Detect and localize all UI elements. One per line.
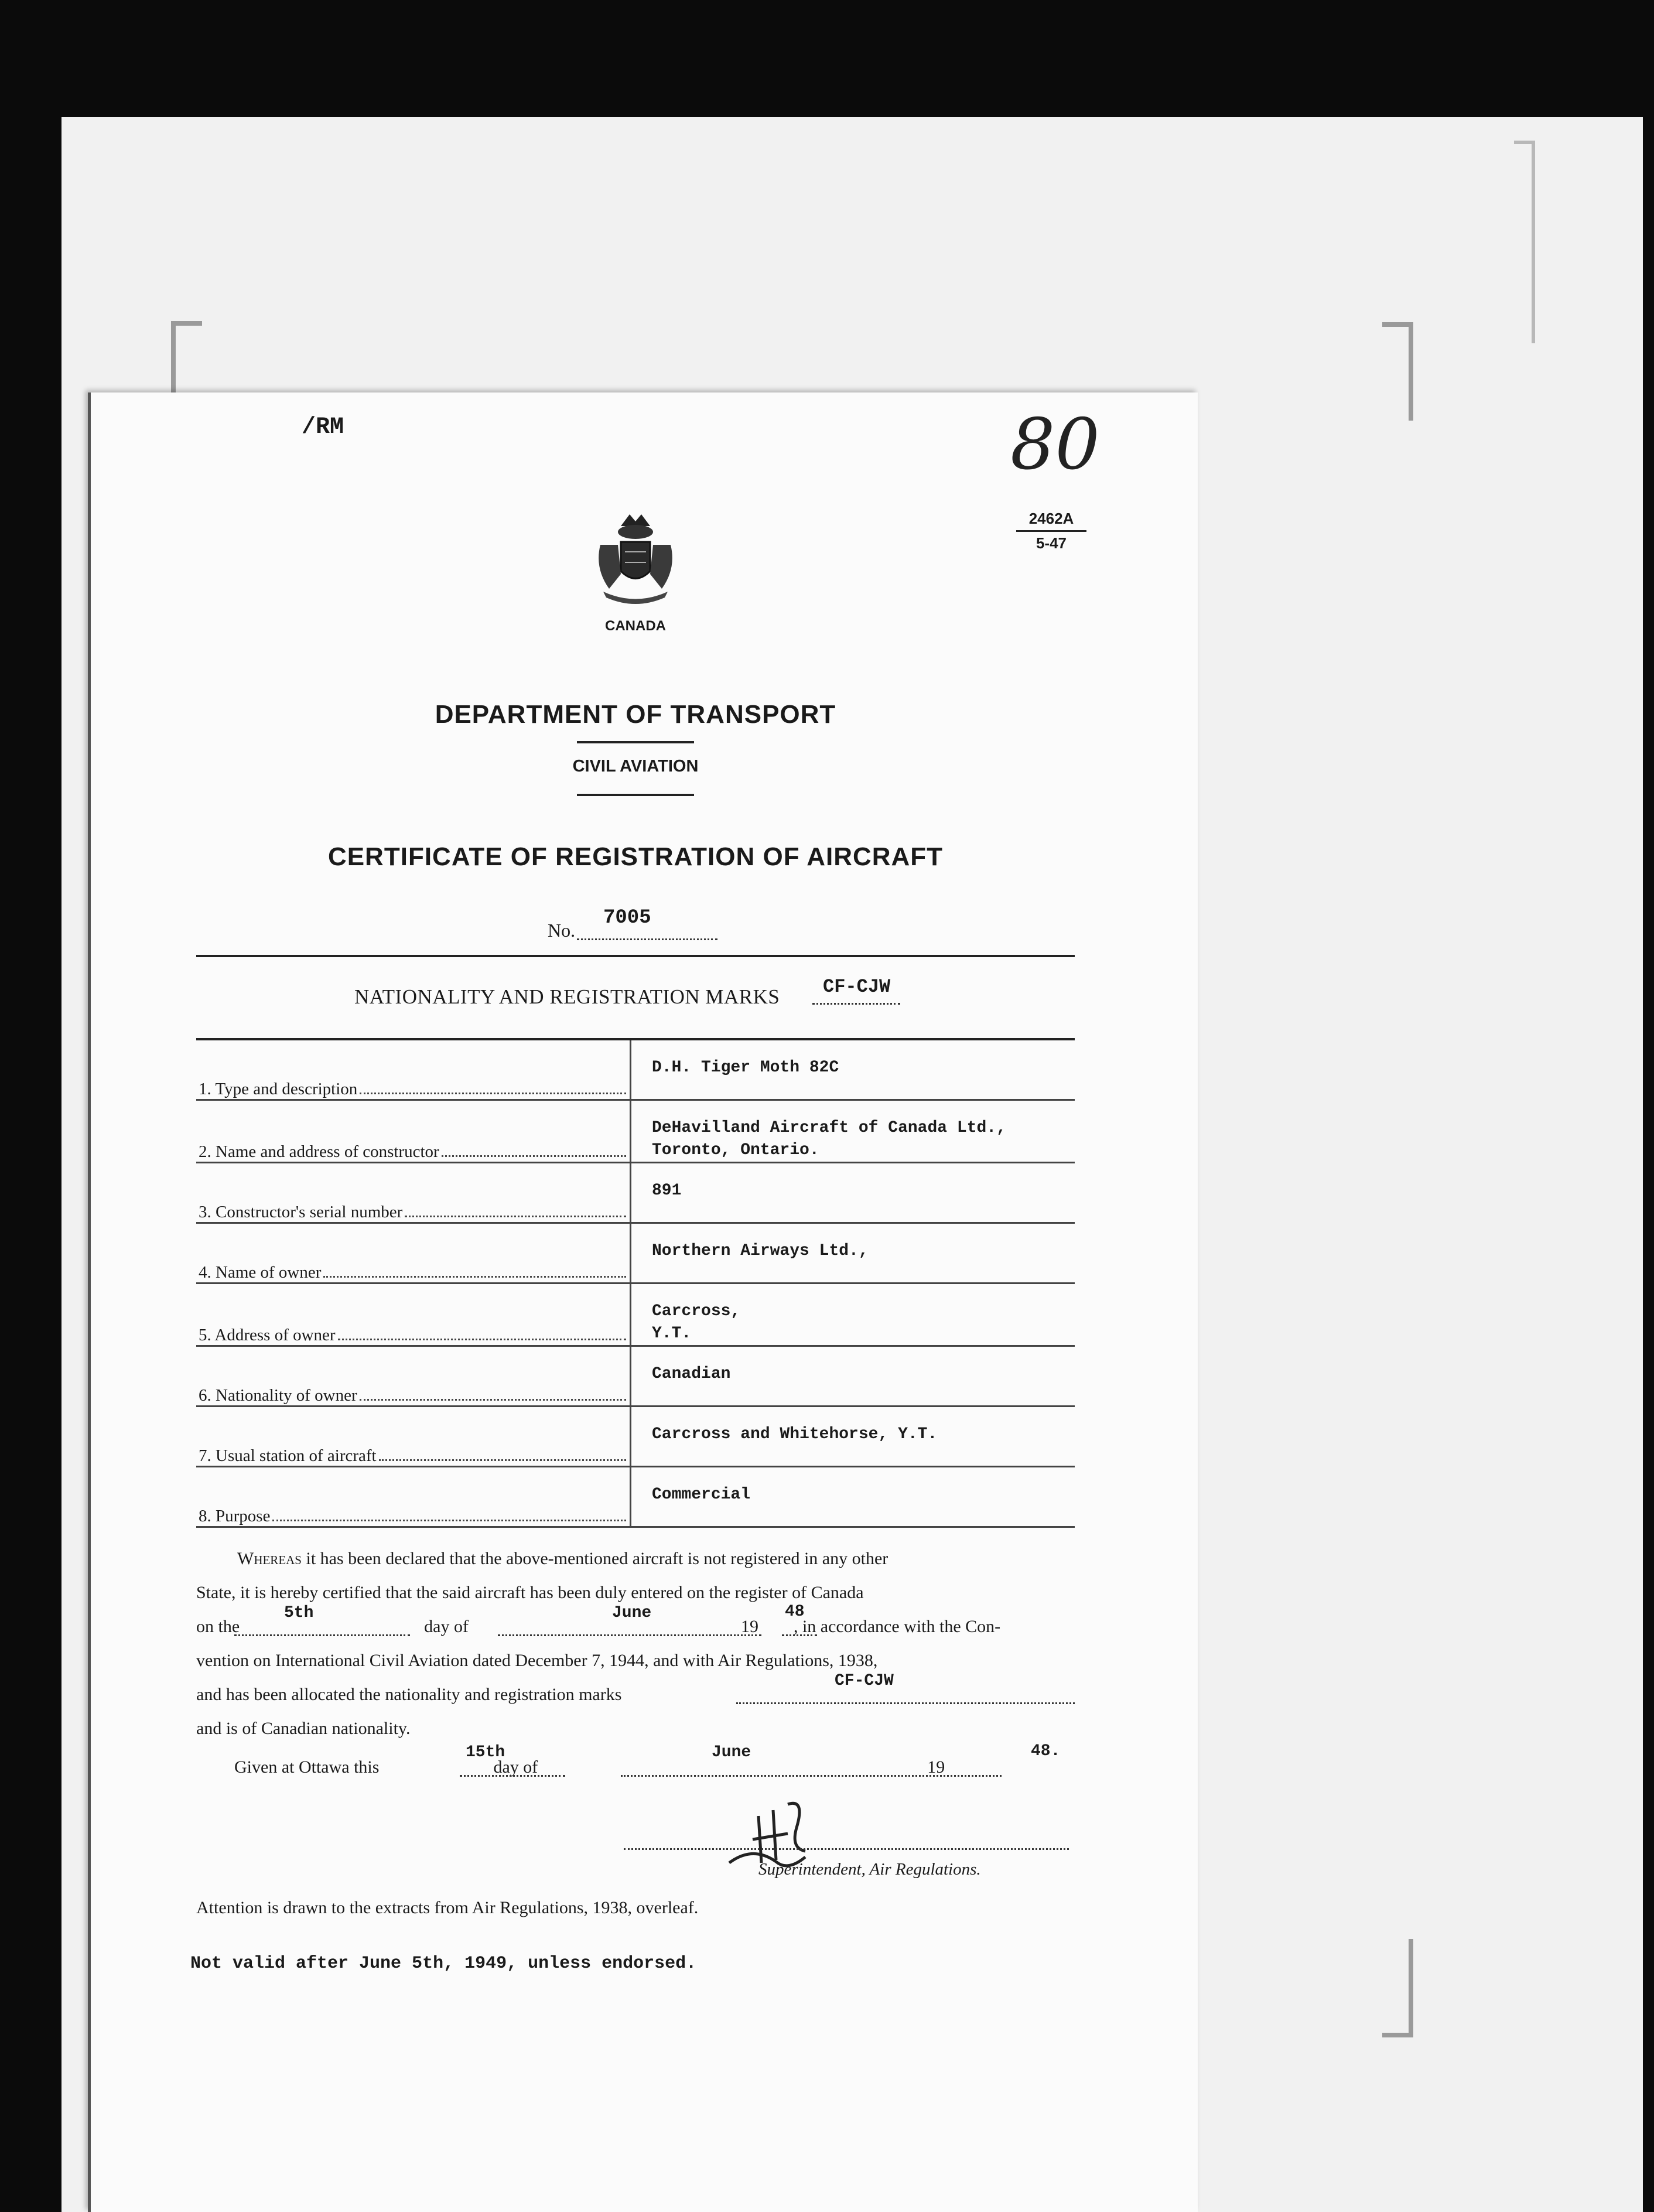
- entry-day: 5th: [284, 1604, 314, 1622]
- entry-year: 48: [785, 1603, 805, 1621]
- row-value: Carcross, Y.T.: [652, 1302, 741, 1343]
- form-date: 5-47: [1036, 534, 1067, 552]
- given-month: June: [712, 1743, 751, 1762]
- frame-corner-mark: [1514, 141, 1535, 343]
- department-title: DEPARTMENT OF TRANSPORT: [435, 700, 836, 729]
- row-value: Carcross and Whitehorse, Y.T.: [652, 1425, 938, 1443]
- given-year-prefix: 19: [927, 1757, 945, 1777]
- form-code: [1010, 510, 1092, 552]
- row-value: D.H. Tiger Moth 82C: [652, 1059, 839, 1077]
- row-label: 6. Nationality of owner: [199, 1386, 357, 1405]
- table-row: [196, 1100, 1075, 1163]
- allocated-marks: CF-CJW: [835, 1672, 894, 1690]
- declaration-whereas: Whereas: [237, 1549, 302, 1568]
- nationality-marks-label: NATIONALITY AND REGISTRATION MARKS: [354, 985, 780, 1008]
- declaration-text: it has been declared that the above-mentioned aircraft is not registered in any other: [302, 1549, 888, 1568]
- row-value: Canadian: [652, 1365, 731, 1383]
- row-label: 1. Type and description: [199, 1080, 358, 1098]
- signatory-title: Superintendent, Air Regulations.: [758, 1860, 981, 1879]
- divider: [577, 794, 694, 796]
- table-row: [196, 1407, 1075, 1467]
- nationality-marks-value: CF-CJW: [823, 976, 891, 998]
- row-label: 8. Purpose: [199, 1507, 271, 1525]
- day-of-label: day of: [424, 1617, 469, 1636]
- table-row: [196, 1223, 1075, 1283]
- year-prefix: 19: [740, 1617, 758, 1636]
- on-the-label: on the: [196, 1617, 240, 1636]
- row-value: 891: [652, 1182, 682, 1200]
- declaration-line: [196, 1542, 1075, 1576]
- divider: [196, 955, 1075, 957]
- row-value: DeHavilland Aircraft of Canada Ltd., Toronto, Ontario.: [652, 1119, 1006, 1159]
- frame-corner-mark: [1382, 322, 1413, 421]
- coat-of-arms-icon: [589, 510, 682, 609]
- division-title: CIVIL AVIATION: [572, 757, 699, 776]
- divider: [577, 741, 694, 743]
- declaration-line: and has been allocated the nationality and registration marks: [196, 1685, 622, 1704]
- accordance-text: , in accordance with the Con-: [793, 1617, 1001, 1636]
- declaration-line: vention on International Civil Aviation dated December 7, 1944, and with Air Regulations, 1938,: [196, 1651, 878, 1670]
- given-prefix: Given at Ottawa this: [234, 1757, 380, 1777]
- table-row: [196, 1346, 1075, 1407]
- row-label: 3. Constructor's serial number: [199, 1203, 403, 1221]
- nationality-marks-line: [812, 1003, 900, 1005]
- certificate-number: 7005: [603, 907, 651, 929]
- given-line: [196, 1750, 1075, 1784]
- form-number: 2462A: [1028, 510, 1074, 527]
- given-year: 48.: [1031, 1742, 1061, 1760]
- frame-corner-mark: [1382, 1939, 1413, 2037]
- certificate-number-label: No.: [548, 920, 576, 941]
- handwritten-page-number: 80: [1010, 404, 1100, 486]
- row-value: Northern Airways Ltd.,: [652, 1242, 869, 1260]
- declaration-line: State, it is hereby certified that the said aircraft has been duly entered on the register of Canada: [196, 1583, 864, 1602]
- reference-code: /RM: [302, 414, 344, 441]
- table-row: [196, 1039, 1075, 1100]
- country-label: CANADA: [605, 618, 666, 634]
- entry-month: June: [612, 1604, 652, 1622]
- row-label: 4. Name of owner: [199, 1263, 322, 1282]
- form-code-divider: [1016, 530, 1086, 532]
- table-row: [196, 1163, 1075, 1223]
- certificate-title: CERTIFICATE OF REGISTRATION OF AIRCRAFT: [327, 842, 944, 871]
- given-day-of: day of: [493, 1757, 538, 1777]
- certificate-sheet: [88, 392, 1198, 2212]
- table-row: [196, 1467, 1075, 1527]
- attention-note: Attention is drawn to the extracts from Air Regulations, 1938, overleaf.: [196, 1898, 699, 1917]
- given-day: 15th: [466, 1743, 505, 1762]
- row-label: 2. Name and address of constructor: [199, 1142, 439, 1161]
- row-label: 5. Address of owner: [199, 1326, 336, 1344]
- declaration-line: and is of Canadian nationality.: [196, 1719, 411, 1738]
- validity-note: Not valid after June 5th, 1949, unless endorsed.: [190, 1954, 697, 1974]
- signature-line: [624, 1848, 1069, 1850]
- registration-table: [196, 1038, 1075, 1528]
- row-value: Commercial: [652, 1486, 751, 1504]
- table-row: [196, 1283, 1075, 1346]
- row-label: 7. Usual station of aircraft: [199, 1446, 377, 1465]
